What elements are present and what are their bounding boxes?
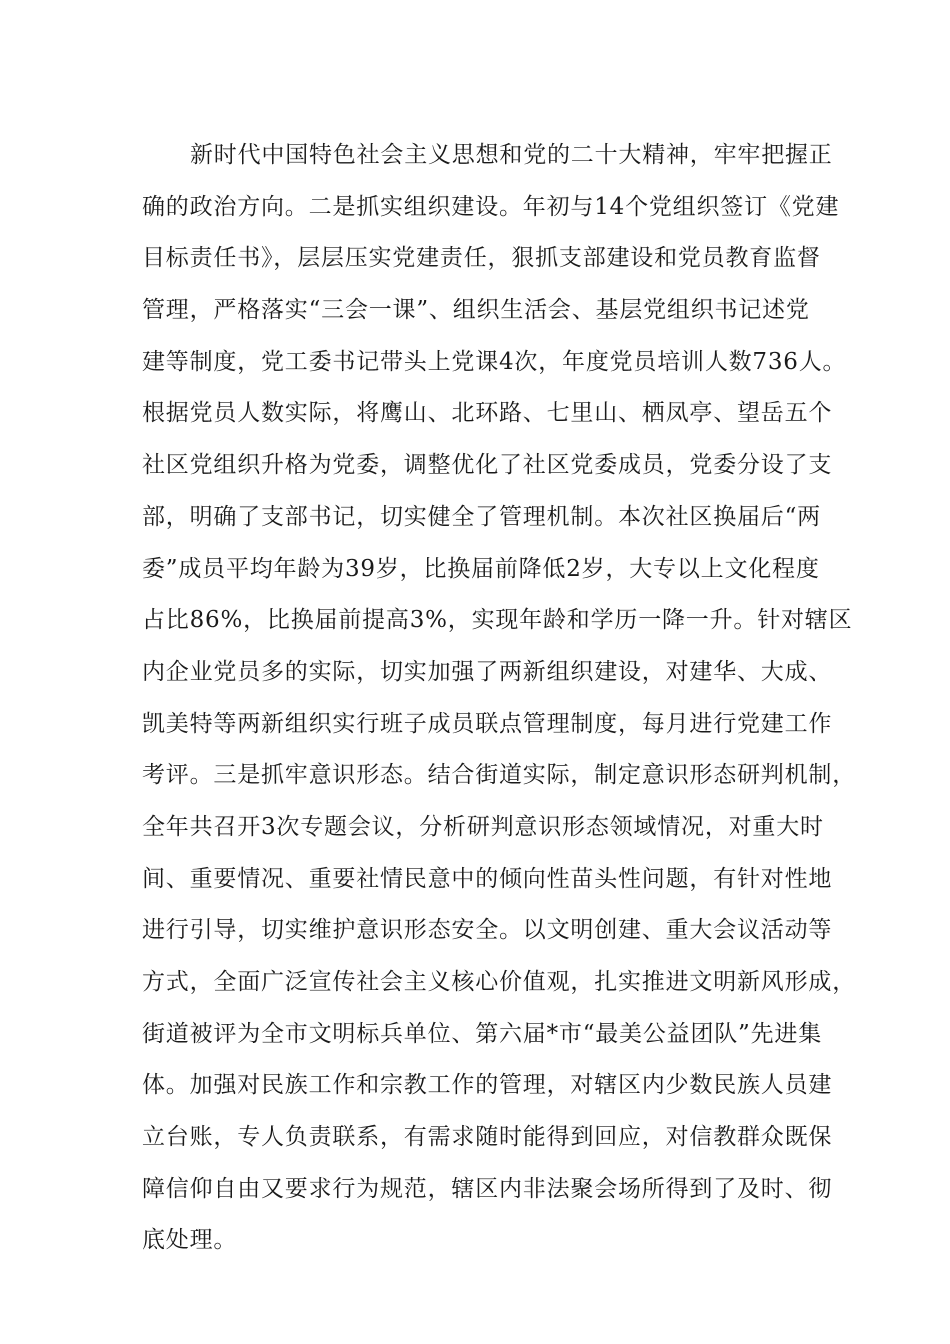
text-line: 社区党组织升格为党委，调整优化了社区党委成员，党委分设了支 (142, 452, 833, 479)
text-line: 占比86%，比换届前提高3%，实现年龄和学历一降一升。针对辖区 (142, 607, 853, 634)
text-line: 根据党员人数实际，将鹰山、北环路、七里山、栖凤亭、望岳五个 (142, 400, 833, 427)
text-line: 委”成员平均年龄为39岁，比换届前降低2岁，大专以上文化程度 (142, 555, 820, 582)
text-line: 街道被评为全市文明标兵单位、第六届*市“最美公益团队”先进集 (142, 1020, 823, 1047)
text-line: 考评。三是抓牢意识形态。结合街道实际，制定意识形态研判机制， (142, 762, 856, 789)
text-line: 管理，严格落实“三会一课”、组织生活会、基层党组织书记述党 (142, 297, 810, 324)
text-line: 内企业党员多的实际，切实加强了两新组织建设，对建华、大成、 (142, 658, 833, 685)
body-paragraph (142, 130, 856, 1267)
text-line: 立台账，专人负责联系，有需求随时能得到回应，对信教群众既保 (142, 1124, 833, 1151)
text-line: 凯美特等两新组织实行班子成员联点管理制度，每月进行党建工作 (142, 710, 833, 737)
text-line: 间、重要情况、重要社情民意中的倾向性苗头性问题，有针对性地 (142, 865, 833, 892)
text-line: 新时代中国特色社会主义思想和党的二十大精神，牢牢把握正 (190, 142, 833, 168)
text-line: 确的政治方向。二是抓实组织建设。年初与14个党组织签订《党建 (142, 193, 840, 220)
text-line: 体。加强对民族工作和宗教工作的管理，对辖区内少数民族人员建 (142, 1072, 833, 1099)
text-line: 进行引导，切实维护意识形态安全。以文明创建、重大会议活动等 (142, 917, 833, 944)
text-line: 底处理。 (142, 1227, 238, 1254)
text-line: 方式，全面广泛宣传社会主义核心价值观，扎实推进文明新风形成， (142, 969, 856, 995)
text-line: 目标责任书》，层层压实党建责任，狠抓支部建设和党员教育监督 (142, 245, 821, 272)
text-line: 障信仰自由又要求行为规范，辖区内非法聚会场所得到了及时、彻 (142, 1175, 833, 1202)
text-line: 全年共召开3次专题会议，分析研判意识形态领域情况，对重大时 (142, 813, 824, 840)
text-line: 部，明确了支部书记，切实健全了管理机制。本次社区换届后“两 (142, 503, 821, 530)
text-line: 建等制度，党工委书记带头上党课4次，年度党员培训人数736人。 (142, 348, 847, 375)
